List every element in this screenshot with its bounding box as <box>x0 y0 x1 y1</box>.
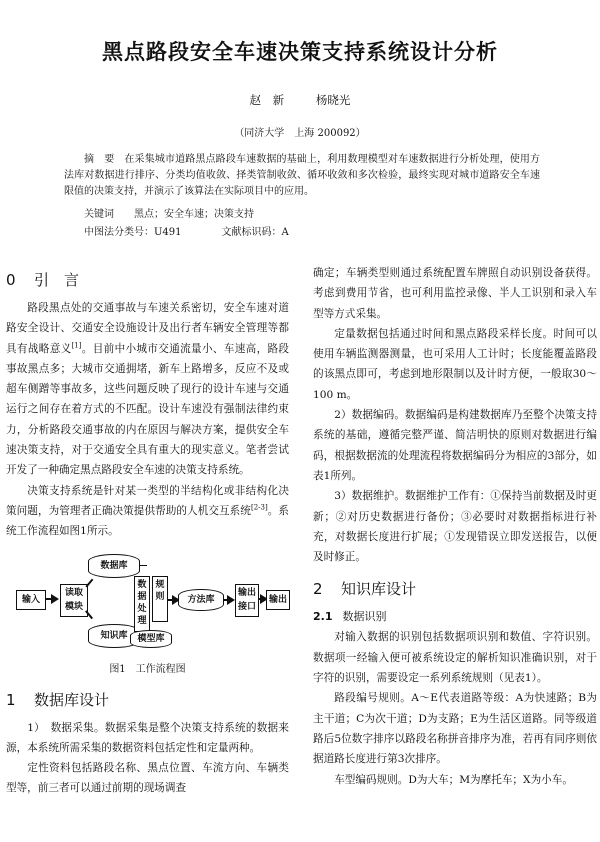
fig-output-box: 输出 <box>266 590 290 610</box>
arrow-icon <box>227 595 235 605</box>
right-paragraph-1: 确定；车辆类型则通过系统配置车牌照自动识别设备获得。考虑到费用节省，也可利用监控录像、半人工识别和录入车型等方式采集。 <box>313 267 597 320</box>
keywords-line <box>84 205 254 220</box>
intro-paragraph-1: 路段黑点处的交通事故与车速关系密切，安全车速对道路安全设计、交通安全设施设计及出行者车辆安全管理等都具有战略意义[1]。目前中小城市交通流量小、车速高，路段事故黑点多；大城市交通拥堵，新车上路增多，反应不及或超车侧蹭等事故多，这些问题反映了现行的设计车速与交通运行之间存在着方式的不匹配。设计车速没有强制法律约束力，分析路段交通事故的内在原因与解决方案，提供安全车速决策支持，对于交通安全具有重大的现实意义。笔者尝试开发了一种确定黑点路段安全车速的决策支持系统。 <box>6 302 290 477</box>
right-paragraph-4: 3）数据维护。数据维护工作有：①保持当前数据及时更新；②对历史数据进行备份；③必要时对数据指标进行补充，对数据长度进行扩展；①发现错误立即发送报告，以便及时修正。 <box>313 490 597 564</box>
fig-database-cylinder: 数据库 <box>88 554 140 578</box>
section-heading-database: 1 数据库设计 <box>6 690 110 709</box>
clc-label: 中图法分类号： <box>84 227 154 238</box>
affiliation: （同济大学 上海 200092） <box>234 128 366 139</box>
citation-2: [2-3] <box>250 503 268 512</box>
arrow-icon <box>51 594 59 604</box>
right-paragraph-3: 2）数据编码。数据编码是构建数据库乃至整个决策支持系统的基础，遵循完整严谨、简洁明快的原则对数据进行编码，根据数据流的处理流程将数据编码分为相应的3部分，如表1所列。 <box>313 409 597 482</box>
figure-caption: 图1 工作流程图 <box>109 663 186 675</box>
citation-1: [1] <box>71 341 82 350</box>
right-paragraph-5: 对输入数据的识别包括数据项识别和数值、字符识别。数据项一经输入便可被系统设定的解析知识准确识别，对于字符的识别，需要设定一系列系统规则（见表1）。 <box>313 631 597 685</box>
section-heading-knowledge: 2 知识库设计 <box>313 580 417 599</box>
fig-output-interface-box: 输出 接口 <box>235 584 259 617</box>
subsection-heading-recognition: 2.1 数据识别 <box>313 610 387 624</box>
abstract-label: 摘 要 <box>84 154 115 165</box>
classification-line <box>84 223 289 238</box>
right-paragraph-2: 定量数据包括通过时间和黑点路段采样长度。时间可以使用车辆监测器测量，也可采用人工计时；长度能覆盖路段的该黑点即可，考虑到地形限制以及计时方便，一般取30～100 m。 <box>313 327 597 401</box>
right-paragraph-7: 车型编码规则。D为大车；M为摩托车；X为小车。 <box>334 773 573 786</box>
section-heading-intro: 0 引 言 <box>6 271 80 289</box>
left-column <box>6 262 289 799</box>
doc-code-label: 文献标识码： <box>221 227 282 238</box>
workflow-figure <box>6 546 289 658</box>
keywords-label: 关键词 <box>84 209 114 220</box>
keywords: 黑点；安全车速；决策支持 <box>134 209 254 220</box>
fig-read-module-box: 读取 模块 <box>60 584 88 617</box>
fig-knowledge-cylinder: 知识库 <box>88 624 140 648</box>
abstract <box>64 152 540 200</box>
right-column <box>313 263 597 790</box>
author-2: 杨晓光 <box>315 93 351 107</box>
doc-code-value: A <box>281 227 289 238</box>
fig-input-box: 输入 <box>16 590 46 610</box>
clc-value: U491 <box>154 227 182 238</box>
fig-rule-box: 规 则 <box>152 576 168 622</box>
fig-method-cylinder: 方法库 <box>178 589 224 611</box>
paper-title: 黑点路段安全车速决策支持系统设计分析 <box>102 40 498 64</box>
intro-paragraph-2: 决策支持系统是针对某一类型的半结构化或非结构化决策问题，为管理者正确决策提供帮助的人机交互系统[2-3]。系统工作流程如图1所示。 <box>6 484 290 538</box>
database-paragraph-2: 定性资料包括路段名称、黑点位置、车流方向、车辆类型等，前三者可以通过前期的现场调查 <box>6 762 289 795</box>
author-line <box>0 92 600 108</box>
fig-model-cylinder: 模型库 <box>130 630 172 648</box>
abstract-text: 在采集城市道路黑点路段车速数据的基础上，利用数理模型对车速数据进行分析处理，使用方法库对数据进行排序、分类均值收敛、择类管制收敛、循环收敛和多次检验，最终实现对城市道路安全车速限值的决策支持，并演示了该算法在实际项目中的应用。 <box>64 154 541 197</box>
right-paragraph-6: 路段编号规则。A～E代表道路等级：A为快速路；B为主干道；C为次干道；D为支路；E为生活区道路。同等级道路后5位数字排序以路段名称拼音排序为准，若再有同序则依据道路长度进行第3次排序。 <box>313 692 597 766</box>
database-paragraph-1: 1） 数据采集。数据采集是整个决策支持系统的数据来源，本系统所需采集的数据资料包括定性和定量两种。 <box>6 721 289 754</box>
fig-data-process-box: 数 据 处 理 <box>134 576 150 632</box>
author-1: 赵 新 <box>249 93 285 107</box>
